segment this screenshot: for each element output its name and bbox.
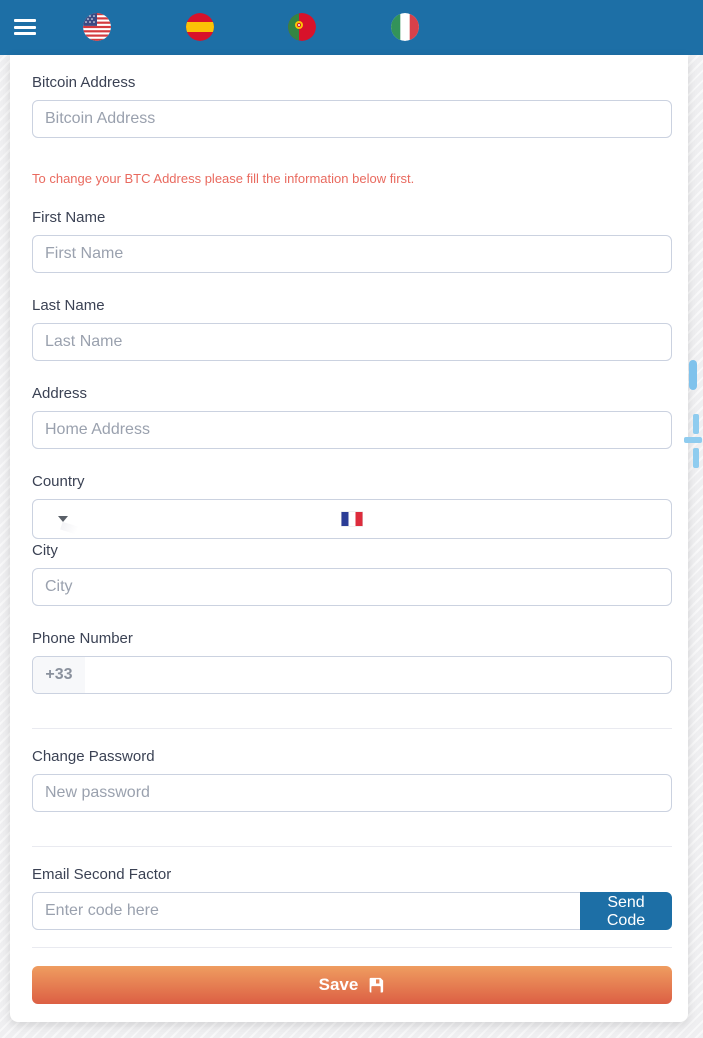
new-password-input[interactable]: [32, 774, 672, 812]
france-flag-icon: [342, 512, 363, 526]
bitcoin-address-label: Bitcoin Address: [32, 74, 136, 91]
last-name-input[interactable]: [32, 323, 672, 361]
home-address-input[interactable]: [32, 411, 672, 449]
email-second-factor-label: Email Second Factor: [32, 866, 172, 883]
verification-code-input[interactable]: [32, 892, 581, 930]
language-spanish-button[interactable]: [186, 13, 214, 41]
hamburger-menu-icon[interactable]: [14, 19, 36, 35]
city-input[interactable]: [32, 568, 672, 606]
address-label: Address: [32, 385, 88, 402]
phone-number-label: Phone Number: [32, 630, 133, 647]
change-password-label: Change Password: [32, 748, 155, 765]
section-divider: [32, 947, 672, 948]
scrollbar-thumb[interactable]: [689, 360, 697, 390]
phone-number-input[interactable]: [32, 656, 672, 694]
last-name-label: Last Name: [32, 297, 105, 314]
phone-input-group: [32, 656, 672, 694]
city-label: City: [32, 542, 58, 559]
section-divider: [32, 846, 672, 847]
save-button[interactable]: [32, 966, 672, 1004]
language-english-button[interactable]: [83, 13, 111, 41]
bitcoin-address-input[interactable]: [32, 100, 672, 138]
language-portuguese-button[interactable]: [288, 13, 316, 41]
settings-form-card: [10, 55, 688, 1022]
phone-country-code: +33: [33, 657, 85, 693]
language-italian-button[interactable]: [391, 13, 419, 41]
second-factor-input-group: [32, 892, 672, 930]
floppy-save-icon: [367, 976, 385, 994]
btc-change-note: To change your BTC Address please fill the information below first.: [32, 171, 415, 186]
chevron-down-icon: [58, 516, 68, 522]
portugal-flag-icon: [288, 13, 316, 41]
spain-flag-icon: [186, 13, 214, 41]
first-name-input[interactable]: [32, 235, 672, 273]
us-flag-icon: [83, 13, 111, 41]
top-navbar: [0, 0, 703, 55]
section-divider: [32, 728, 672, 729]
save-button-label: Save: [318, 975, 359, 994]
send-code-button[interactable]: Send Code: [580, 892, 672, 930]
country-select[interactable]: [32, 499, 672, 539]
country-label: Country: [32, 473, 85, 490]
italy-flag-icon: [391, 13, 419, 41]
first-name-label: First Name: [32, 209, 106, 226]
